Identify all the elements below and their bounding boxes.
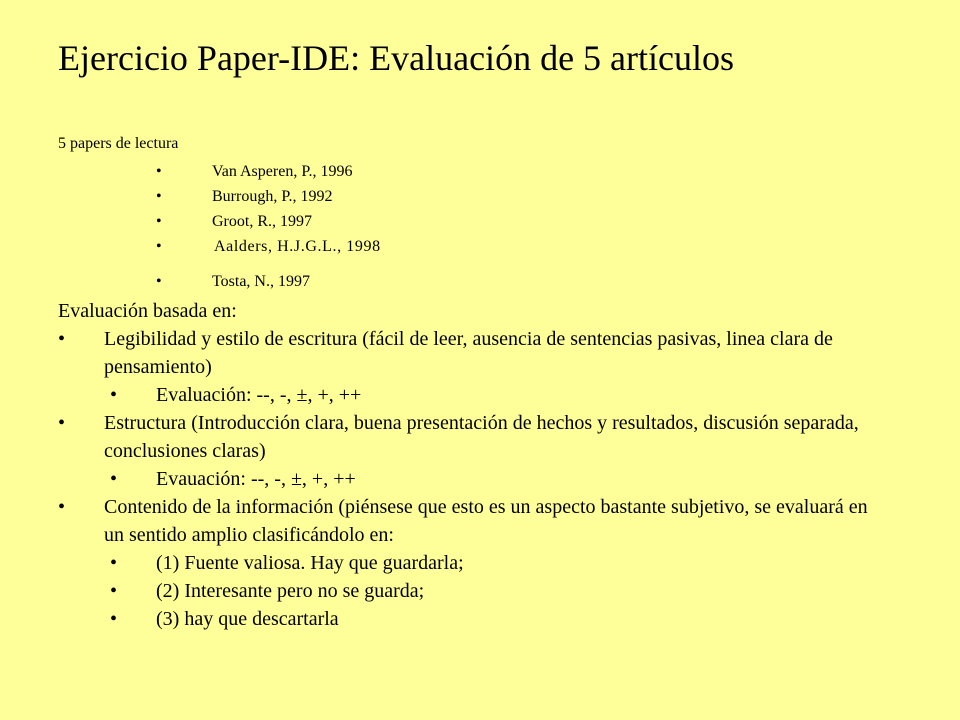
- criterion-subitem-text: (2) Interesante pero no se guarda;: [156, 580, 425, 602]
- criterion-subitem-text: Evauación: --, -, ±, +, ++: [156, 468, 356, 490]
- bullet-icon: •: [58, 412, 66, 434]
- bullet-icon: •: [110, 580, 118, 602]
- bullet-icon: •: [156, 273, 162, 290]
- criterion-text: Legibilidad y estilo de escritura (fácil de leer, ausencia de sentencias pasivas, linea clara de pensamiento): [104, 328, 833, 378]
- criterion-subitem: [58, 465, 878, 493]
- criterion-item: [58, 325, 878, 381]
- criterion-item: [58, 409, 878, 465]
- bullet-icon: •: [110, 608, 118, 630]
- paper-citation: Groot, R., 1997: [212, 213, 312, 230]
- criterion-subitem: [58, 549, 878, 577]
- criterion-text: Contenido de la información (piénsese que esto es un aspecto bastante subjetivo, se evaluará en un sentido amplio clasificándolo en:: [104, 496, 868, 546]
- criterion-subitem-text: (3) hay que descartarla: [156, 608, 339, 630]
- bullet-icon: •: [58, 496, 66, 518]
- paper-citation: Burrough, P., 1992: [212, 188, 333, 205]
- bullet-icon: •: [156, 238, 162, 255]
- criterion-subitem: [58, 605, 878, 633]
- bullet-icon: •: [156, 188, 162, 205]
- bullet-icon: •: [110, 468, 118, 490]
- paper-citation: Van Asperen, P., 1996: [212, 163, 353, 180]
- criterion-subitem: [58, 381, 878, 409]
- slide-title: Ejercicio Paper-IDE: Evaluación de 5 artículos: [58, 38, 735, 78]
- papers-heading: 5 papers de lectura: [58, 135, 179, 152]
- paper-citation: Tosta, N., 1997: [212, 273, 310, 290]
- evaluation-heading: Evaluación basada en:: [58, 300, 237, 322]
- criterion-item: [58, 493, 878, 549]
- criterion-subitem-text: (1) Fuente valiosa. Hay que guardarla;: [156, 552, 464, 574]
- criterion-subitem: [58, 577, 878, 605]
- bullet-icon: •: [110, 384, 118, 406]
- criterion-subitem-text: Evaluación: --, -, ±, +, ++: [156, 384, 362, 406]
- bullet-icon: •: [156, 213, 162, 230]
- bullet-icon: •: [156, 163, 162, 180]
- bullet-icon: •: [110, 552, 118, 574]
- criterion-text: Estructura (Introducción clara, buena presentación de hechos y resultados, discusión separada, conclusiones claras): [104, 412, 859, 462]
- bullet-icon: •: [58, 328, 66, 350]
- paper-citation: Aalders, H.J.G.L., 1998: [214, 238, 381, 255]
- criteria-list: [58, 325, 878, 633]
